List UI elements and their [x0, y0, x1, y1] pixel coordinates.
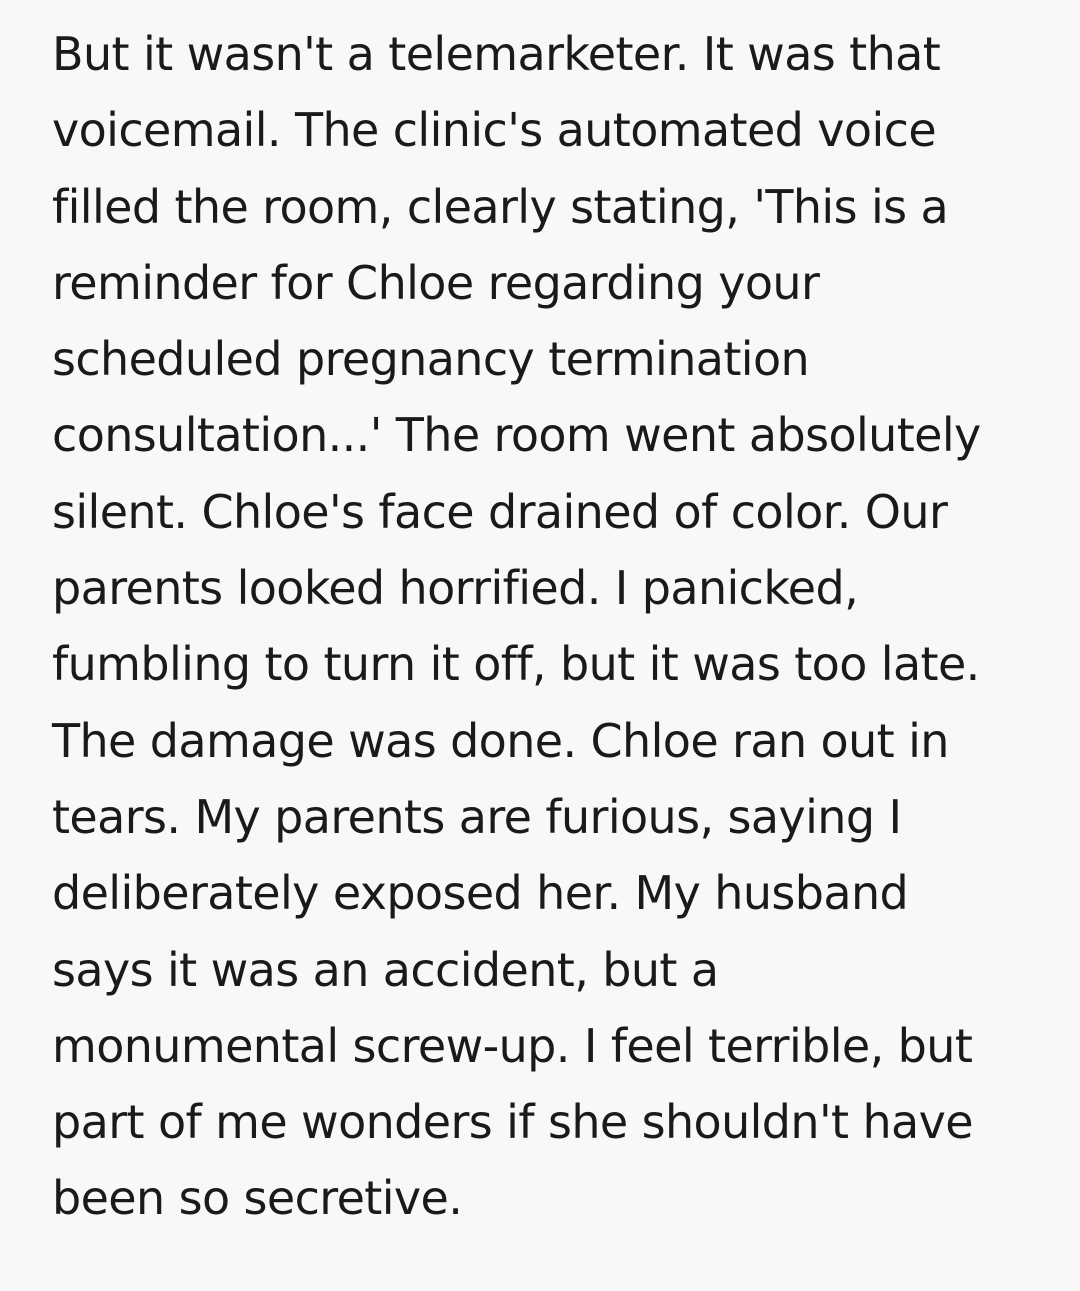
- text-line: But it wasn't a telemarketer. It was that: [52, 27, 941, 81]
- text-line: voicemail. The clinic's automated voice: [52, 103, 937, 158]
- text-line: monumental screw-up. I feel terrible, but: [52, 1018, 973, 1073]
- text-line: tears. My parents are furious, saying I: [52, 789, 902, 844]
- text-line: says it was an accident, but a: [52, 942, 719, 997]
- text-line: filled the room, clearly stating, 'This is a: [52, 179, 949, 234]
- text-line: part of me wonders if she shouldn't have: [52, 1095, 973, 1150]
- text-line: silent. Chloe's face drained of color. Our: [52, 484, 948, 539]
- text-line: parents looked horrified. I panicked,: [52, 561, 859, 616]
- post-body-text: [52, 16, 1052, 1237]
- text-line: deliberately exposed her. My husband: [52, 866, 909, 921]
- text-line: reminder for Chloe regarding your: [52, 255, 820, 310]
- text-line: The damage was done. Chloe ran out in: [52, 713, 949, 768]
- text-line: scheduled pregnancy termination: [52, 332, 810, 387]
- text-line: consultation...' The room went absolutely: [52, 408, 981, 463]
- text-line: been so secretive.: [52, 1171, 463, 1226]
- text-line: fumbling to turn it off, but it was too late.: [52, 637, 980, 692]
